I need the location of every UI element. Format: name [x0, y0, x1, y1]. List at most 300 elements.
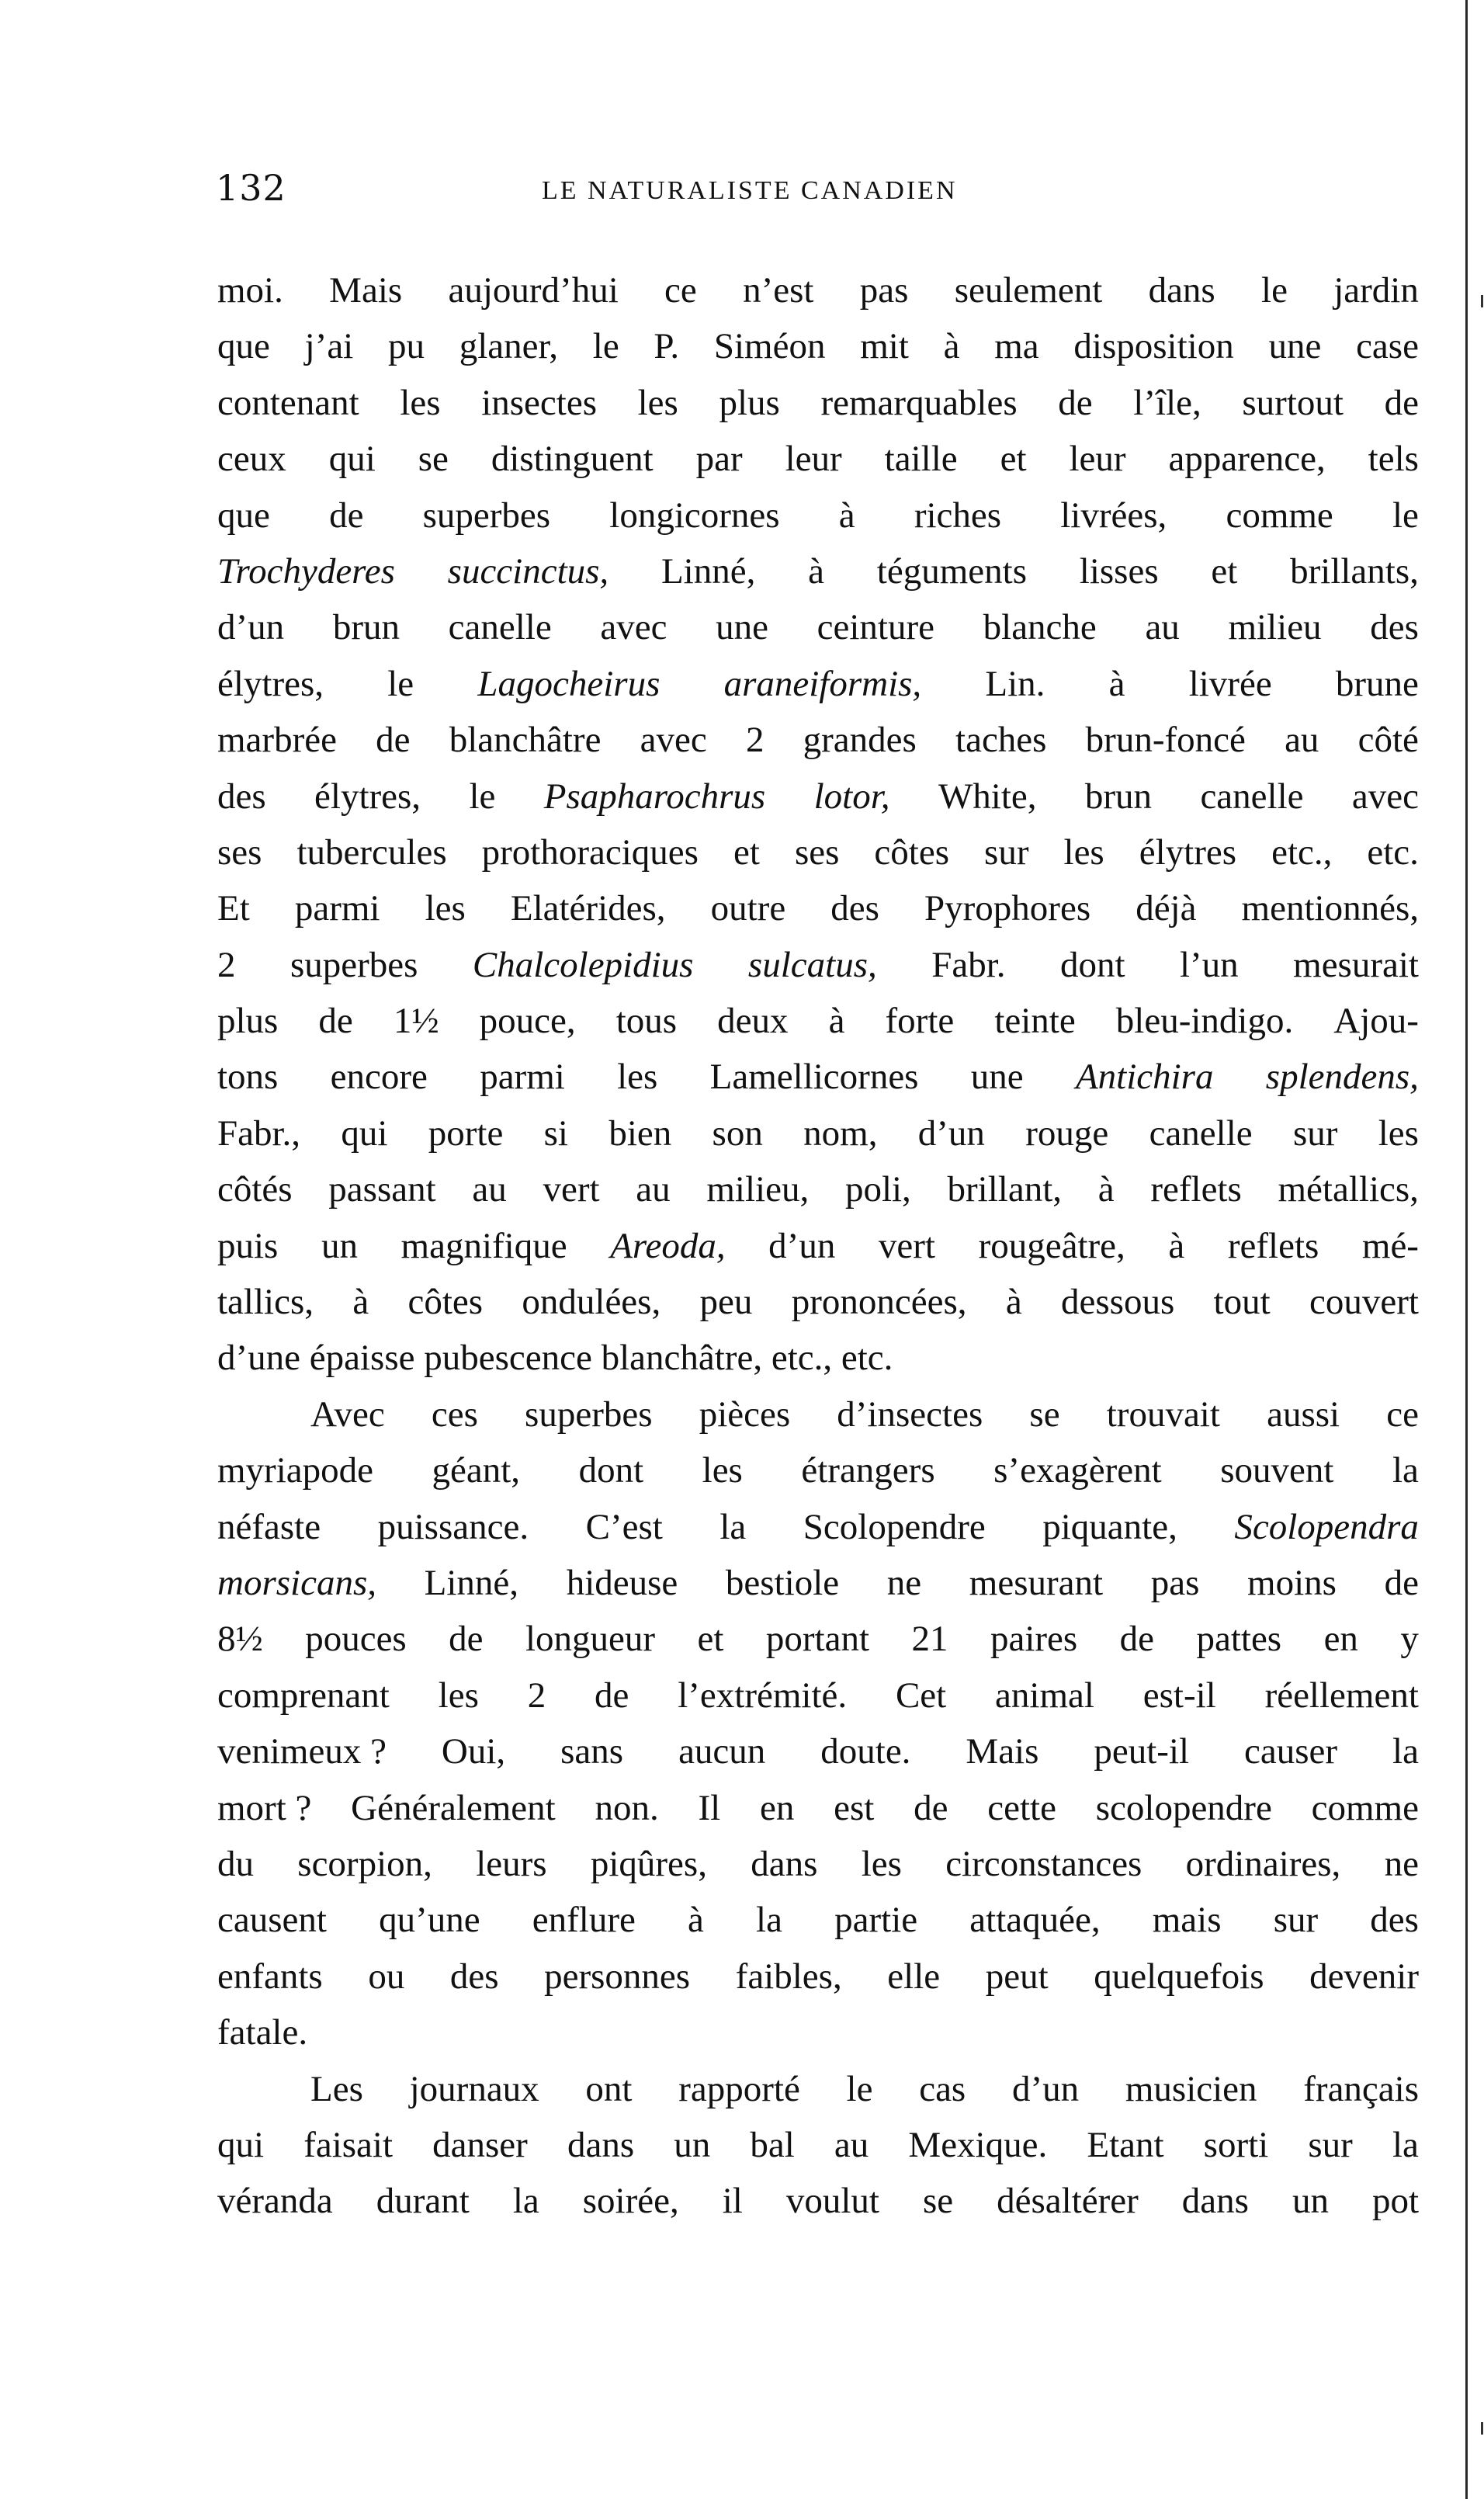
text-line	[217, 375, 1419, 431]
word: brun	[1084, 776, 1153, 817]
word: devenir	[1309, 1956, 1419, 1997]
word: ou	[368, 1956, 405, 1997]
text-line	[217, 2117, 1419, 2173]
word: n’est	[743, 270, 814, 311]
word: géant,	[432, 1450, 521, 1491]
word: Pyrophores	[924, 888, 1091, 929]
word: des	[830, 888, 879, 929]
word: passant	[328, 1169, 436, 1210]
word: pot	[1371, 2181, 1419, 2222]
word: l’île,	[1133, 382, 1201, 423]
word: une	[1268, 326, 1322, 367]
word: sorti	[1203, 2124, 1269, 2165]
word: la	[756, 1900, 782, 1941]
scan-edge-rule	[1465, 0, 1468, 2499]
word: brillants,	[1290, 550, 1419, 592]
word: à	[1097, 1169, 1115, 1210]
word: reflets	[1150, 1169, 1242, 1210]
word: livrée	[1188, 663, 1272, 704]
word: blanchâtre	[449, 720, 602, 761]
italic-word: Scolopendra	[1234, 1506, 1419, 1547]
word: causer	[1244, 1731, 1338, 1772]
word: durant	[376, 2181, 470, 2222]
word: personnes	[544, 1956, 691, 1997]
word: sur	[984, 831, 1029, 873]
word: magnifique	[400, 1225, 567, 1266]
word: des	[1370, 607, 1419, 648]
word: au	[636, 1169, 671, 1210]
word: blanche	[983, 607, 1097, 648]
word: partie	[834, 1900, 918, 1941]
word: d’un	[768, 1225, 836, 1266]
word: brune	[1335, 663, 1419, 704]
word: le	[846, 2068, 873, 2109]
word: longueur	[525, 1619, 656, 1660]
text-line	[217, 1330, 1419, 1386]
word: qui	[217, 2124, 265, 2165]
word: dessous	[1061, 1282, 1175, 1323]
word: l’extrémité.	[678, 1675, 848, 1716]
word: à	[352, 1282, 369, 1323]
italic-word: araneiformis,	[723, 663, 922, 704]
word: deux	[717, 1001, 789, 1042]
word: à	[1108, 663, 1125, 704]
word: tels	[1368, 439, 1419, 480]
italic-word: succinctus,	[447, 550, 609, 592]
word: faisait	[303, 2124, 394, 2165]
word: la	[512, 2181, 539, 2222]
text-line	[217, 262, 1419, 318]
text-line	[217, 318, 1419, 374]
word: téguments	[876, 550, 1027, 592]
word: milieu	[1228, 607, 1322, 648]
word: disposition	[1073, 326, 1234, 367]
word: insectes	[481, 382, 597, 423]
word: et	[1211, 550, 1238, 592]
word: portant	[765, 1619, 870, 1660]
word: un	[674, 2124, 711, 2165]
word: outre	[710, 888, 786, 929]
text-line	[217, 543, 1419, 599]
word: jardin	[1333, 270, 1419, 311]
word: fatale.	[217, 2012, 308, 2053]
word: ce	[664, 270, 697, 311]
word: 2	[745, 720, 765, 761]
word: Et	[217, 888, 250, 929]
word: souvent	[1220, 1450, 1334, 1491]
word: le	[1261, 270, 1288, 311]
word: etc.	[841, 1338, 893, 1379]
word: une	[970, 1057, 1024, 1098]
word: 1½	[393, 1001, 439, 1042]
word: d’un	[1011, 2068, 1080, 2109]
page-number: 132	[216, 167, 286, 209]
word: tons	[217, 1057, 279, 1098]
word: riches	[914, 495, 1002, 536]
italic-word: splendens,	[1265, 1057, 1419, 1098]
word: le	[592, 326, 619, 367]
word: au	[1145, 607, 1180, 648]
word: mentionnés,	[1241, 888, 1419, 929]
text-line	[217, 880, 1419, 936]
word: y	[1400, 1619, 1419, 1660]
word: Avec	[310, 1394, 385, 1435]
word: contenant	[217, 382, 359, 423]
word: attaquée,	[969, 1900, 1101, 1941]
word: son	[712, 1112, 763, 1154]
word: porte	[428, 1112, 504, 1154]
word: myriapode	[217, 1450, 373, 1491]
word: désaltérer	[997, 2181, 1139, 2222]
word: Cet	[895, 1675, 947, 1716]
word: 21	[911, 1619, 948, 1660]
word: enflure	[532, 1900, 636, 1941]
italic-word: Psapharochrus	[543, 776, 766, 817]
word: vert	[878, 1225, 935, 1266]
word: 8½	[217, 1619, 263, 1660]
word: remarquables	[820, 382, 1018, 423]
word: peut-il	[1094, 1731, 1190, 1772]
word: de	[376, 720, 411, 761]
word: seulement	[954, 270, 1103, 311]
word: un	[321, 1225, 358, 1266]
word: que	[217, 495, 270, 536]
word: ne	[1384, 1843, 1419, 1884]
text-line	[217, 937, 1419, 993]
word: ceinture	[817, 607, 934, 648]
word: aucun	[678, 1731, 766, 1772]
word: est	[834, 1787, 875, 1828]
word: sans	[560, 1731, 624, 1772]
word: Elatérides,	[510, 888, 666, 929]
word: bestiole	[725, 1562, 840, 1603]
word: mit	[860, 326, 909, 367]
word: plus	[719, 382, 780, 423]
text-line	[217, 1105, 1419, 1161]
word: dont	[1059, 944, 1125, 985]
word: des	[449, 1956, 499, 1997]
word: comprenant	[217, 1675, 390, 1716]
word: à	[688, 1900, 704, 1941]
word: Mais	[329, 270, 403, 311]
word: danser	[432, 2124, 528, 2165]
word: puissance.	[377, 1506, 529, 1547]
word: par	[695, 439, 743, 480]
word: côtes	[407, 1282, 484, 1323]
word: le	[1392, 495, 1419, 536]
word: nom,	[803, 1112, 878, 1154]
word: Fabr.	[931, 944, 1006, 985]
word: Mais	[966, 1731, 1039, 1772]
word: Siméon	[713, 326, 826, 367]
word: etc.,	[1271, 831, 1333, 873]
word: scorpion,	[297, 1843, 432, 1884]
word: ses	[794, 831, 840, 873]
text-line	[217, 488, 1419, 543]
word: marbrée	[217, 720, 337, 761]
word: musicien	[1125, 2068, 1257, 2109]
word: White,	[938, 776, 1037, 817]
word: à	[838, 495, 855, 536]
page-header	[216, 167, 1070, 213]
word: C’est	[585, 1506, 663, 1547]
word: parmi	[294, 888, 380, 929]
word: teinte	[994, 1001, 1076, 1042]
word: ondulées,	[522, 1282, 661, 1323]
word: ce	[1386, 1394, 1419, 1435]
word: des	[1370, 1900, 1419, 1941]
word: métallics,	[1278, 1169, 1419, 1210]
word: au	[834, 2124, 869, 2165]
word: comme	[1311, 1787, 1419, 1828]
word: puis	[217, 1225, 279, 1266]
word: trouvait	[1106, 1394, 1220, 1435]
word: peu	[699, 1282, 753, 1323]
text-line	[217, 1668, 1419, 1723]
word: tubercules	[296, 831, 447, 873]
italic-word: Antichira	[1075, 1057, 1214, 1098]
word: peut	[985, 1956, 1049, 1997]
word: leurs	[476, 1843, 547, 1884]
word: prononcées,	[791, 1282, 967, 1323]
word: de	[318, 1001, 353, 1042]
italic-word: sulcatus,	[747, 944, 877, 985]
word: élytres,	[217, 663, 324, 704]
word: un	[1292, 2181, 1329, 2222]
scan-edge-mark	[1481, 295, 1483, 307]
word: pouce,	[479, 1001, 576, 1042]
word: sur	[1273, 1900, 1319, 1941]
text-line	[217, 1949, 1419, 2004]
word: de	[329, 495, 364, 536]
word: de	[914, 1787, 948, 1828]
text-line	[217, 431, 1419, 487]
word: ordinaires,	[1185, 1843, 1341, 1884]
word: parmi	[480, 1057, 565, 1098]
word: brun-foncé	[1085, 720, 1246, 761]
text-line	[217, 2004, 1419, 2060]
word: côté	[1357, 720, 1419, 761]
word: à	[943, 326, 960, 367]
word: tout	[1213, 1282, 1271, 1323]
word: à	[1005, 1282, 1022, 1323]
text-line	[217, 1049, 1419, 1105]
word: si	[543, 1112, 568, 1154]
word: à	[808, 550, 825, 592]
word: Scolopendre	[803, 1506, 986, 1547]
word: en	[1323, 1619, 1358, 1660]
word: déjà	[1136, 888, 1197, 929]
word: Lamellicornes	[709, 1057, 919, 1098]
word: 2	[217, 944, 236, 985]
italic-word: Areoda,	[610, 1225, 726, 1266]
text-line	[217, 1442, 1419, 1498]
italic-word: Chalcolepidius	[472, 944, 694, 985]
text-line	[217, 1161, 1419, 1217]
word: bien	[609, 1112, 672, 1154]
word: P.	[654, 326, 680, 367]
word: qui	[341, 1112, 388, 1154]
word: Ajou-	[1333, 1001, 1419, 1042]
word: leur	[1069, 439, 1126, 480]
word: Il	[698, 1787, 721, 1828]
word: moi.	[217, 270, 283, 311]
word: de	[1119, 1619, 1155, 1660]
word: qu’une	[379, 1900, 480, 1941]
word: hideuse	[566, 1562, 678, 1603]
word: rapporté	[678, 2068, 800, 2109]
word: brillant,	[947, 1169, 1063, 1210]
word: le	[387, 663, 414, 704]
word: reflets	[1227, 1225, 1319, 1266]
word: côtés	[217, 1169, 293, 1210]
word: milieu,	[706, 1169, 810, 1210]
word: lisses	[1079, 550, 1159, 592]
word: aussi	[1267, 1394, 1340, 1435]
word: enfants	[217, 1956, 323, 1997]
text-line	[217, 1387, 1419, 1442]
word: épaisse	[309, 1338, 415, 1379]
word: du	[217, 1843, 254, 1884]
word: les	[438, 1675, 479, 1716]
word: soirée,	[582, 2181, 679, 2222]
word: grandes	[803, 720, 917, 761]
word: quelquefois	[1094, 1956, 1264, 1997]
text-line	[217, 1555, 1419, 1611]
text-line	[217, 1723, 1419, 1779]
word: faibles,	[735, 1956, 842, 1997]
word: réellement	[1264, 1675, 1419, 1716]
word: mesurant	[969, 1562, 1104, 1603]
word: pas	[859, 270, 909, 311]
word: brun	[332, 607, 400, 648]
word: d’une	[217, 1338, 301, 1379]
word: dans	[1181, 2181, 1249, 2222]
word: se	[1029, 1394, 1060, 1435]
scan-edge-mark	[1481, 2422, 1483, 2435]
italic-word: lotor,	[813, 776, 890, 817]
text-line	[217, 2061, 1419, 2117]
word: poli,	[844, 1169, 911, 1210]
text-line	[217, 656, 1419, 712]
text-line	[217, 824, 1419, 880]
word: néfaste	[217, 1506, 321, 1547]
word: surtout	[1242, 382, 1344, 423]
word: piqûres,	[590, 1843, 707, 1884]
word: causent	[217, 1900, 327, 1941]
word: de	[595, 1675, 629, 1716]
text-line	[217, 712, 1419, 768]
word: dans	[567, 2124, 635, 2165]
word: et	[1000, 439, 1027, 480]
word: journaux	[409, 2068, 539, 2109]
word: en	[760, 1787, 795, 1828]
word: mais	[1152, 1900, 1222, 1941]
word: case	[1356, 326, 1419, 367]
word: la	[1392, 2124, 1419, 2165]
word: plus	[217, 1001, 279, 1042]
word: pas	[1150, 1562, 1200, 1603]
word: taille	[884, 439, 958, 480]
word: dont	[578, 1450, 644, 1491]
word: mesurait	[1293, 944, 1419, 985]
word: et	[697, 1619, 724, 1660]
word: 2	[527, 1675, 546, 1716]
text-line	[217, 1836, 1419, 1892]
word: moins	[1247, 1562, 1337, 1603]
word: couvert	[1309, 1282, 1419, 1323]
word: animal	[995, 1675, 1094, 1716]
word: se	[418, 439, 449, 480]
word: d’un	[917, 1112, 985, 1154]
word: mort ?	[217, 1787, 312, 1828]
word: mé-	[1361, 1225, 1419, 1266]
word: venimeux ?	[217, 1731, 387, 1772]
word: sur	[1292, 1112, 1338, 1154]
text-line	[217, 1274, 1419, 1330]
word: apparence,	[1168, 439, 1326, 480]
word: les	[637, 382, 678, 423]
word: au	[1285, 720, 1319, 761]
word: français	[1303, 2068, 1419, 2109]
word: paires	[990, 1619, 1078, 1660]
italic-word: Lagocheirus	[477, 663, 661, 704]
word: les	[1378, 1112, 1419, 1154]
word: de	[1058, 382, 1093, 423]
word: Linné,	[661, 550, 756, 592]
word: blanchâtre,	[601, 1338, 763, 1379]
word: tous	[615, 1001, 678, 1042]
word: bal	[750, 2124, 795, 2165]
text-line	[217, 1499, 1419, 1555]
word: il	[722, 2181, 743, 2222]
word: ont	[585, 2068, 633, 2109]
word: superbes	[290, 944, 418, 985]
text-line	[217, 993, 1419, 1049]
word: etc.,	[771, 1338, 833, 1379]
word: est-il	[1142, 1675, 1216, 1716]
word: Généralement	[351, 1787, 556, 1828]
word: à	[828, 1001, 845, 1042]
text-line	[217, 1218, 1419, 1274]
word: s’exagèrent	[993, 1450, 1162, 1491]
text-line	[217, 599, 1419, 655]
word: piquante,	[1042, 1506, 1177, 1547]
word: livrées,	[1060, 495, 1167, 536]
word: les	[400, 382, 441, 423]
word: Les	[310, 2068, 363, 2109]
word: Mexique.	[908, 2124, 1048, 2165]
word: les	[425, 888, 466, 929]
word: étrangers	[801, 1450, 935, 1491]
text-line	[217, 1780, 1419, 1836]
word: glaner,	[459, 326, 559, 367]
word: l’un	[1179, 944, 1239, 985]
word: la	[1392, 1450, 1419, 1491]
word: d’un	[217, 607, 285, 648]
word: Lin.	[985, 663, 1045, 704]
italic-word: morsicans,	[217, 1562, 376, 1603]
word: elle	[887, 1956, 941, 1997]
word: dans	[1148, 270, 1215, 311]
word: sur	[1308, 2124, 1353, 2165]
italic-word: Trochyderes	[217, 550, 395, 592]
word: scolopendre	[1095, 1787, 1272, 1828]
word: circonstances	[945, 1843, 1142, 1884]
word: élytres,	[314, 776, 421, 817]
word: pu	[387, 326, 425, 367]
word: pièces	[699, 1394, 791, 1435]
